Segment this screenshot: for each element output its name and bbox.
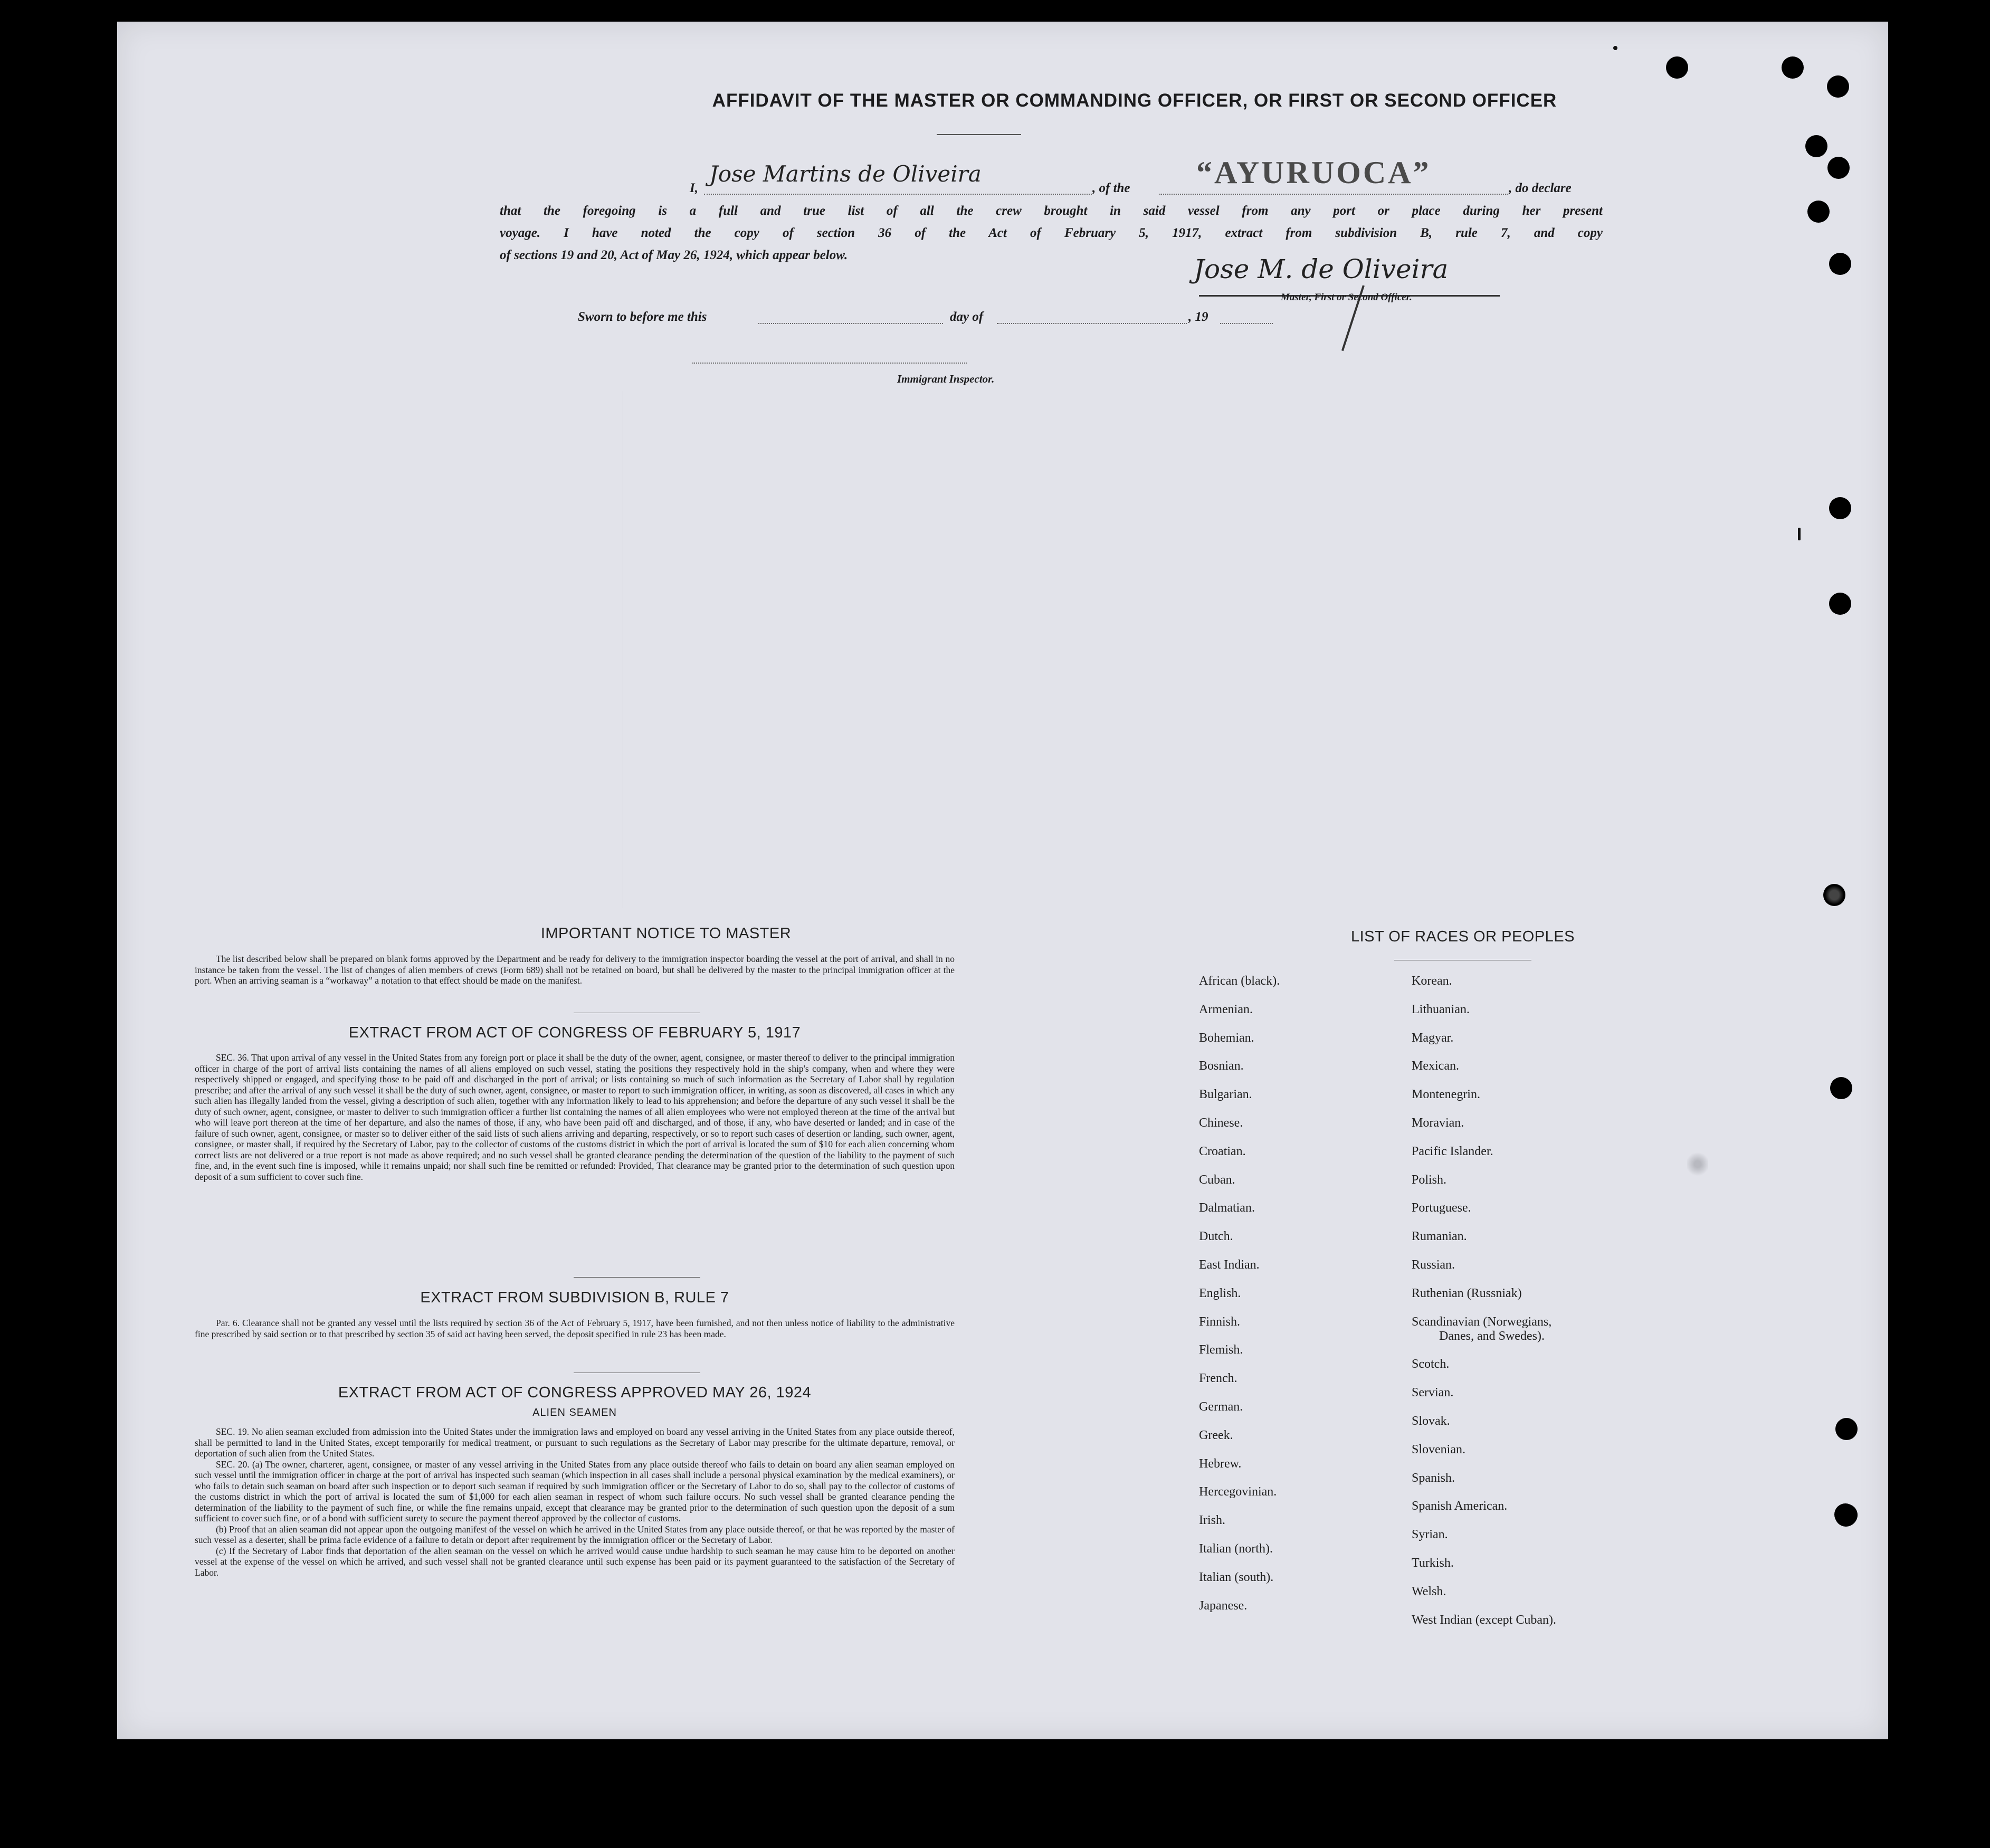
race-item: Bosnian. — [1199, 1059, 1244, 1073]
section-19-text: SEC. 19. No alien seaman excluded from admission into the United States under the immigration laws and employed on board any vessel arriving in the United States from any place outside thereof, shall be permitted to land in the United States, except temporarily for medical treatment, or pursuant to such regulations as the Secretary of Labor may prescribe for the ultimate departure, removal, or deportation of such alien from the United States. — [195, 1426, 955, 1459]
race-item: Turkish. — [1412, 1556, 1454, 1570]
punch-hole — [1827, 75, 1849, 98]
race-item: Japanese. — [1199, 1598, 1248, 1613]
race-item: Russian. — [1412, 1258, 1455, 1272]
race-item: Chinese. — [1199, 1116, 1243, 1130]
race-item: West Indian (except Cuban). — [1412, 1613, 1556, 1627]
punch-hole — [1829, 253, 1851, 275]
inspector-signature-line — [692, 362, 967, 364]
race-item: African (black). — [1199, 974, 1280, 988]
signature-caption: Master, First or Second Officer. — [1281, 292, 1412, 303]
race-item: Bohemian. — [1199, 1031, 1254, 1045]
speck — [1798, 528, 1801, 540]
affidavit-title: AFFIDAVIT OF THE MASTER OR COMMANDING OFFICER, OR FIRST OR SECOND OFFICER — [712, 90, 1557, 111]
race-item: Ruthenian (Russniak) — [1412, 1286, 1522, 1300]
race-item: German. — [1199, 1400, 1243, 1414]
races-title: LIST OF RACES OR PEOPLES — [1350, 928, 1575, 945]
race-item: Slovak. — [1412, 1414, 1450, 1428]
smudge-mark — [1687, 1151, 1708, 1177]
punch-hole — [1835, 1504, 1857, 1526]
race-item: Scandinavian (Norwegians, — [1412, 1314, 1552, 1329]
race-item: Portuguese. — [1412, 1201, 1471, 1215]
race-item: East Indian. — [1199, 1258, 1260, 1272]
race-item: Mexican. — [1412, 1059, 1459, 1073]
do-declare-label: , do declare — [1509, 181, 1572, 195]
race-item: Montenegrin. — [1412, 1088, 1480, 1102]
punch-hole — [1666, 56, 1688, 79]
race-item: Greek. — [1199, 1428, 1233, 1442]
extract1-divider — [574, 1277, 700, 1278]
document-page — [117, 22, 1888, 1739]
sworn-month-field — [997, 322, 1187, 324]
extract3-body — [195, 1426, 955, 1578]
title-divider — [937, 134, 1021, 135]
notice-paragraph: The list described below shall be prepared on blank forms approved by the Department and be ready for delivery to the immigration inspector boarding the vessel at the port of arrival, and shall in no instance be taken from the vessel. The list of changes of alien members of crews (Form 689) shall not be retained on board, but shall be delivered by the master to the principal immigration officer at the port. When an arriving seaman is a “workaway” a notation to that effect should be made on the manifest. — [195, 954, 955, 986]
sworn-year-field — [1220, 322, 1273, 324]
race-item: Cuban. — [1199, 1173, 1235, 1187]
punch-hole — [1829, 593, 1851, 615]
punch-hole — [1782, 56, 1804, 79]
section-36-text: SEC. 36. That upon arrival of any vessel in the United States from any foreign port or place it shall be the duty of the owner, agent, consignee, or master thereof to deliver to the principal immigration officer in charge of the port of arrival lists containing the names of all aliens employed on such vessel, stating the positions they respectively hold in the ship's company, when and where they were respectively shipped or engaged, and specifying those to be paid off and discharged in the port of arrival; or lists containing so much of such information as the Secretary of Labor shall by regulation prescribe; and after the arrival of any such vessel it shall be the duty of such owner, agent, consignee, or master to report to such immigration officer, in writing, as soon as discovered, all cases in which any such alien has illegally landed from the vessel, giving a description of such alien, together with any information likely to lead to his apprehension; and before the departure of any such vessel it shall be the duty of such owner, agent, consignee, or master to deliver to such immigration officer a further list containing the names of all alien employees who were not employed thereon at the time of the arrival but who will leave port thereon at the time of her departure, and also the names of those, if any, who have been paid off and discharged, and of those, if any, who have deserted or landed; and in case of the failure of such owner, agent, consignee, or master so to deliver either of the said lists of such aliens arriving and departing, respectively, or so to report such cases of desertion or landing, such owner, agent, consignee, or master shall, if required by the Secretary of Labor, pay to the collector of customs of the customs district in which the port of arrival is located the sum of $10 for each alien concerning whom correct lists are not delivered or a true report is not made as above required; and no such vessel shall be granted clearance pending the determination of the question of the liability to the payment of such fine, and, in the event such fine is imposed, while it remains unpaid; nor shall such fine be remitted or refunded: Provided, That clearance may be granted prior to the determination of such question upon deposit of a sum sufficient to cover such fine. — [195, 1052, 955, 1182]
race-item: Syrian. — [1412, 1528, 1448, 1542]
race-item: Irish. — [1199, 1513, 1225, 1528]
race-item: Hebrew. — [1199, 1456, 1242, 1471]
race-item: Magyar. — [1412, 1031, 1454, 1045]
affidavit-prefix: I, — [690, 181, 698, 195]
race-item: Italian (north). — [1199, 1542, 1273, 1556]
year-label: , 19 — [1188, 310, 1208, 324]
master-name-handwriting: Jose Martins de Oliveira — [709, 161, 982, 187]
race-item: Lithuanian. — [1412, 1002, 1470, 1016]
extract2-title: EXTRACT FROM SUBDIVISION B, RULE 7 — [420, 1289, 729, 1306]
race-item: Dutch. — [1199, 1230, 1233, 1244]
race-item: Pacific Islander. — [1412, 1144, 1493, 1158]
punch-hole — [1830, 1077, 1852, 1099]
speck — [1613, 46, 1617, 50]
race-item: Armenian. — [1199, 1002, 1253, 1016]
race-item: Hercegovinian. — [1199, 1485, 1277, 1499]
race-item: Rumanian. — [1412, 1230, 1467, 1244]
race-item: Spanish American. — [1412, 1499, 1508, 1513]
extract1-body — [195, 1052, 955, 1182]
affidavit-line-4: of sections 19 and 20, Act of May 26, 1924, which appear below. — [500, 248, 848, 262]
race-item: Flemish. — [1199, 1343, 1243, 1357]
race-item: Finnish. — [1199, 1314, 1241, 1329]
race-item: Croatian. — [1199, 1144, 1246, 1158]
punch-hole — [1827, 157, 1850, 179]
master-signature: Jose M. de Oliveira — [1194, 254, 1449, 284]
day-of-label: day of — [950, 310, 984, 324]
of-the-label: , of the — [1092, 181, 1130, 195]
race-item: Bulgarian. — [1199, 1088, 1252, 1102]
race-item: Dalmatian. — [1199, 1201, 1255, 1215]
notice-body — [195, 954, 955, 986]
punch-hole — [1835, 1418, 1858, 1440]
master-name-field — [704, 161, 1092, 195]
section-20a-text: SEC. 20. (a) The owner, charterer, agent, consignee, or master of any vessel arriving in the United States from any place outside thereof who fails to detain on board any alien seaman employed on such vessel until the immigration officer in charge at the port of arrival has inspected such seaman (which inspection in all cases shall include a personal physical examination by the medical examiners), or who fails to detain such seaman on board after such inspection or to deport such seaman if required by such immigration officer or the Secretary of Labor to do so, shall pay to the collector of customs of the customs district in which the port of arrival is located the sum of $1,000 for each alien seaman in respect of whom such failure occurs. No such vessel shall be granted clearance pending the determination of the liability to the payment of such fine, or while the fine remains unpaid, except that clearance may be granted prior to the determination of such question upon the deposit of a sum sufficient to cover such fine, or of a bond with sufficient surety to secure the payment thereof approved by the collector of customs. — [195, 1459, 955, 1523]
race-item: Welsh. — [1412, 1584, 1446, 1598]
race-item: Scotch. — [1412, 1357, 1450, 1371]
vessel-name-field — [1159, 155, 1508, 195]
affidavit-line-2: that the foregoing is a full and true list of all the crew brought in said vessel from any port or place during her present — [500, 204, 1603, 218]
race-item: Polish. — [1412, 1173, 1447, 1187]
sworn-label: Sworn to before me this — [578, 310, 707, 324]
inspector-caption: Immigrant Inspector. — [897, 373, 995, 385]
section-20b-text: (b) Proof that an alien seaman did not appear upon the outgoing manifest of the vessel on which he arrived in the United States from any place outside thereof, or that he was reported by the master of such vessel as a deserter, shall be prima facie evidence of a failure to detain or deport after requirement by the immigration officer or the Secretary of Labor. — [195, 1523, 955, 1545]
affidavit-line-3: voyage. I have noted the copy of section 36 of the Act of February 5, 1917, extract from subdivision B, rule 7, and copy — [500, 226, 1603, 240]
race-item: Korean. — [1412, 974, 1452, 988]
extract3-title: EXTRACT FROM ACT OF CONGRESS APPROVED MAY 26, 1924 — [338, 1384, 812, 1401]
sworn-day-field — [758, 322, 943, 324]
punch-hole — [1823, 884, 1845, 906]
extract1-title: EXTRACT FROM ACT OF CONGRESS OF FEBRUARY 5, 1917 — [348, 1024, 801, 1041]
race-item: Spanish. — [1412, 1471, 1455, 1485]
punch-hole — [1805, 135, 1827, 157]
race-item: Moravian. — [1412, 1116, 1464, 1130]
race-item: Italian (south). — [1199, 1570, 1274, 1584]
punch-hole — [1807, 201, 1830, 223]
race-item: Slovenian. — [1412, 1442, 1465, 1456]
race-item: Danes, and Swedes). — [1439, 1329, 1545, 1343]
section-20c-text: (c) If the Secretary of Labor finds that deportation of the alien seaman on the vessel on which he arrived would cause undue hardship to such seaman he may cause him to be deported on another vessel at the expense of the vessel on which he arrived, and such vessel shall not be granted clearance until such expense has been paid or its payment guaranteed to the satisfaction of the Secretary of Labor. — [195, 1545, 955, 1578]
race-item: French. — [1199, 1371, 1237, 1386]
rule-7-text: Par. 6. Clearance shall not be granted any vessel until the lists required by section 36 of the Act of February 5, 1917, have been furnished, and not then unless notice of liability to the administrative fine prescribed by said section or to that prescribed by section 35 of said act having been served, the deposit specified in rule 23 has been made. — [195, 1318, 955, 1339]
vessel-name-stamp: “AYURUOCA” — [1196, 155, 1431, 190]
punch-hole — [1829, 497, 1851, 519]
extract2-body — [195, 1318, 955, 1339]
race-item: Servian. — [1412, 1386, 1454, 1400]
notice-title: IMPORTANT NOTICE TO MASTER — [540, 925, 792, 942]
extract3-subtitle: ALIEN SEAMEN — [532, 1407, 617, 1418]
race-item: English. — [1199, 1286, 1241, 1300]
